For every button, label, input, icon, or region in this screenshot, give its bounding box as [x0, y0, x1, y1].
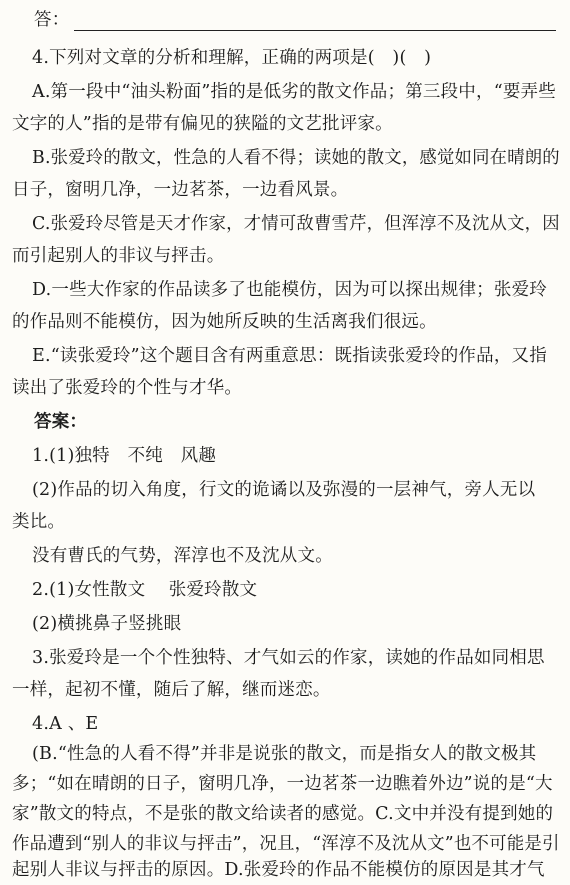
- answer-label: 答：: [34, 10, 70, 30]
- option-c-line-2: 而引起别人的非议与抨击。: [12, 246, 225, 266]
- option-d-line-2: 的作品则不能模仿，因为她所反映的生活离我们很远。: [12, 312, 437, 332]
- option-c-line-1: C.张爱玲尽管是天才作家，才情可敌曹雪芹，但浑淳不及沈从文，因: [32, 214, 560, 234]
- explanation-line-1: (B.“性急的人看不得”并非是说张的散文，而是指女人的散文极其: [32, 744, 537, 764]
- option-b-line-2: 日子，窗明几净，一边茗茶，一边看风景。: [12, 180, 349, 200]
- answer-1-2-line-2: 类比。: [12, 512, 66, 532]
- option-d-line-1: D.一些大作家的作品读多了也能模仿，因为可以探出规律；张爱玲: [32, 280, 547, 300]
- answer-3-line-2: 一样，起初不懂，随后了解，继而迷恋。: [12, 680, 331, 700]
- explanation-line-2: 多；“如在晴朗的日子，窗明几净，一边茗茶一边瞧着外边”说的是“大: [12, 774, 553, 794]
- answer-1-2-line-1: (2)作品的切入角度，行文的诡谲以及弥漫的一层神气，旁人无以: [32, 480, 536, 500]
- answer-1-3: 没有曹氏的气势，浑淳也不及沈从文。: [32, 546, 333, 566]
- option-a-line-1: A.第一段中“油头粉面”指的是低劣的散文作品；第三段中，“要弄些: [32, 82, 556, 102]
- option-b-line-1: B.张爱玲的散文，性急的人看不得；读她的散文，感觉如同在晴朗的: [32, 148, 560, 168]
- explanation-line-3: 家”散文的特点，不是张的散文给读者的感觉。C.文中并没有提到她的: [12, 804, 554, 824]
- answers-heading: 答案：: [34, 412, 88, 432]
- answer-blank-line: [74, 30, 556, 31]
- explanation-line-5: 起别人非议与抨击的原因。D.张爱玲的作品不能模仿的原因是其才气: [12, 860, 545, 880]
- explanation-line-4: 作品遭到“别人的非议与抨击”，况且，“浑淳不及沈从文”也不可能是引: [12, 834, 560, 854]
- option-a-line-2: 文字的人”指的是带有偏见的狭隘的文艺批评家。: [12, 114, 393, 134]
- answer-4: 4.A 、E: [32, 714, 99, 734]
- option-e-line-1: E.“读张爱玲”这个题目含有两重意思：既指读张爱玲的作品，又指: [32, 346, 547, 366]
- answer-2-1: 2.(1)女性散文 张爱玲散文: [32, 580, 258, 600]
- question-4-stem: 4.下列对文章的分析和理解，正确的两项是( )( ): [32, 48, 432, 68]
- answer-2-2: (2)横挑鼻子竖挑眼: [32, 614, 182, 634]
- answer-1-1: 1.(1)独特 不纯 风趣: [32, 446, 217, 466]
- answer-3-line-1: 3.张爱玲是一个个性独特、才气如云的作家，读她的作品如同相思: [32, 648, 545, 668]
- option-e-line-2: 读出了张爱玲的个性与才华。: [12, 378, 243, 398]
